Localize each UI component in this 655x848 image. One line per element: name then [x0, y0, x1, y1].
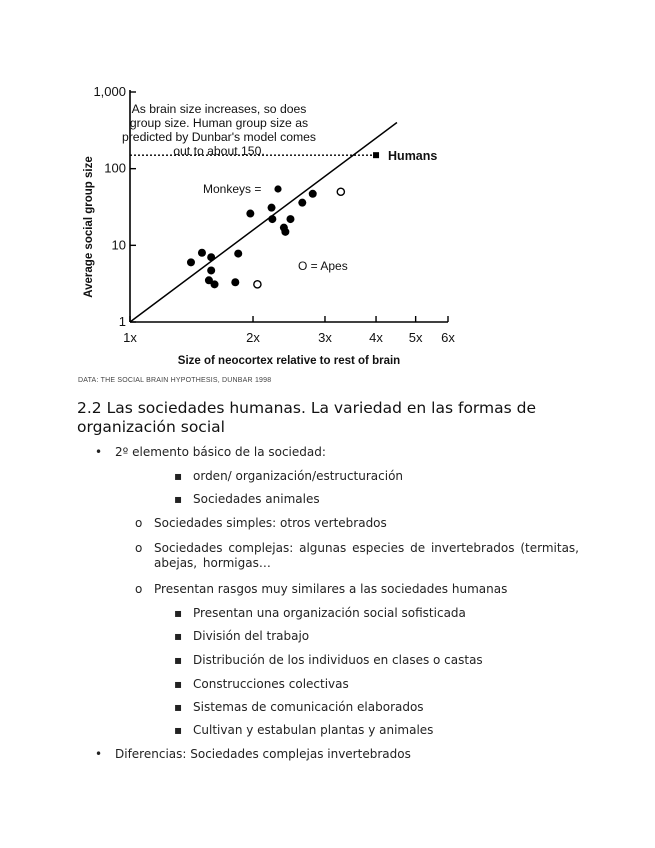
circle-bullet: o	[135, 516, 143, 530]
scatter-plot	[70, 78, 490, 378]
monkey-point	[286, 215, 294, 223]
monkey-point	[268, 204, 276, 212]
list-item: Presentan una organización social sofisticada	[193, 606, 466, 620]
square-bullet: ▪	[174, 469, 183, 483]
square-bullet: ▪	[174, 629, 183, 643]
square-bullet: ▪	[174, 606, 183, 620]
circle-bullet: o	[135, 582, 143, 596]
list-item: Sociedades simples: otros vertebrados	[154, 516, 387, 530]
brain-group-size-chart	[70, 78, 490, 378]
humans-marker	[373, 152, 379, 158]
square-bullet: ▪	[174, 723, 183, 737]
monkey-point	[231, 278, 239, 286]
x-tick-label: 2x	[246, 330, 260, 345]
annotation-line: out to about 150.	[173, 144, 265, 158]
square-bullet: ▪	[174, 677, 183, 691]
list-item: División del trabajo	[193, 629, 310, 643]
disc-bullet: •	[95, 747, 103, 761]
list-item: Sociedades complejas: algunas especies de invertebrados (termitas, abejas, hormigas…	[154, 541, 579, 570]
monkey-point	[198, 249, 206, 257]
square-bullet: ▪	[174, 653, 183, 667]
x-tick-label: 3x	[318, 330, 332, 345]
monkey-point	[207, 253, 215, 261]
y-tick-label: 1,000	[93, 84, 126, 99]
list-item: Cultivan y estabulan plantas y animales	[193, 723, 434, 737]
monkey-point	[211, 280, 219, 288]
x-tick-label: 1x	[123, 330, 137, 345]
monkey-point	[309, 190, 317, 198]
monkey-point	[268, 215, 276, 223]
circle-bullet: o	[135, 541, 143, 555]
monkeys-legend-marker	[274, 185, 281, 192]
monkey-point	[298, 199, 306, 207]
monkey-point	[187, 258, 195, 266]
square-bullet: ▪	[174, 700, 183, 714]
annotation-line: predicted by Dunbar's model comes	[121, 130, 317, 144]
monkey-point	[246, 210, 254, 218]
humans-label: Humans	[388, 149, 438, 164]
y-axis-label: Average social group size	[83, 156, 95, 298]
x-axis-label: Size of neocortex relative to rest of brain	[177, 355, 401, 367]
monkey-point	[234, 250, 242, 258]
list-item: Diferencias: Sociedades complejas invertebrados	[115, 747, 411, 761]
monkey-point	[281, 228, 289, 236]
apes-legend: O = Apes	[298, 259, 348, 273]
x-tick-label: 4x	[369, 330, 383, 345]
y-tick-label: 1	[118, 314, 126, 329]
list-item: orden/ organización/estructuración	[193, 469, 404, 483]
section-heading: 2.2 Las sociedades humanas. La variedad en las formas de organización social	[77, 399, 537, 436]
x-tick-label: 6x	[441, 330, 455, 345]
y-tick-label: 10	[111, 237, 126, 253]
list-item: Distribución de los individuos en clases o castas	[193, 653, 483, 667]
list-item: Presentan rasgos muy similares a las sociedades humanas	[154, 582, 508, 596]
list-item: Sociedades animales	[193, 492, 320, 506]
ape-point	[337, 188, 344, 195]
x-tick-label: 5x	[408, 330, 423, 345]
chart-source-caption: DATA: THE SOCIAL BRAIN HYPOTHESIS, DUNBAR 1998	[78, 377, 272, 384]
list-item: Sistemas de comunicación elaborados	[193, 700, 424, 714]
annotation-line: group size. Human group size as	[129, 116, 309, 130]
list-item: Construcciones colectivas	[193, 677, 349, 691]
annotation-line: As brain size increases, so does	[131, 102, 307, 116]
square-bullet: ▪	[174, 492, 183, 506]
ape-point	[254, 281, 261, 288]
monkeys-legend: Monkeys =	[203, 182, 262, 196]
monkey-point	[207, 266, 215, 274]
disc-bullet: •	[95, 445, 103, 459]
list-item: 2º elemento básico de la sociedad:	[115, 445, 326, 459]
y-tick-label: 100	[104, 160, 126, 176]
